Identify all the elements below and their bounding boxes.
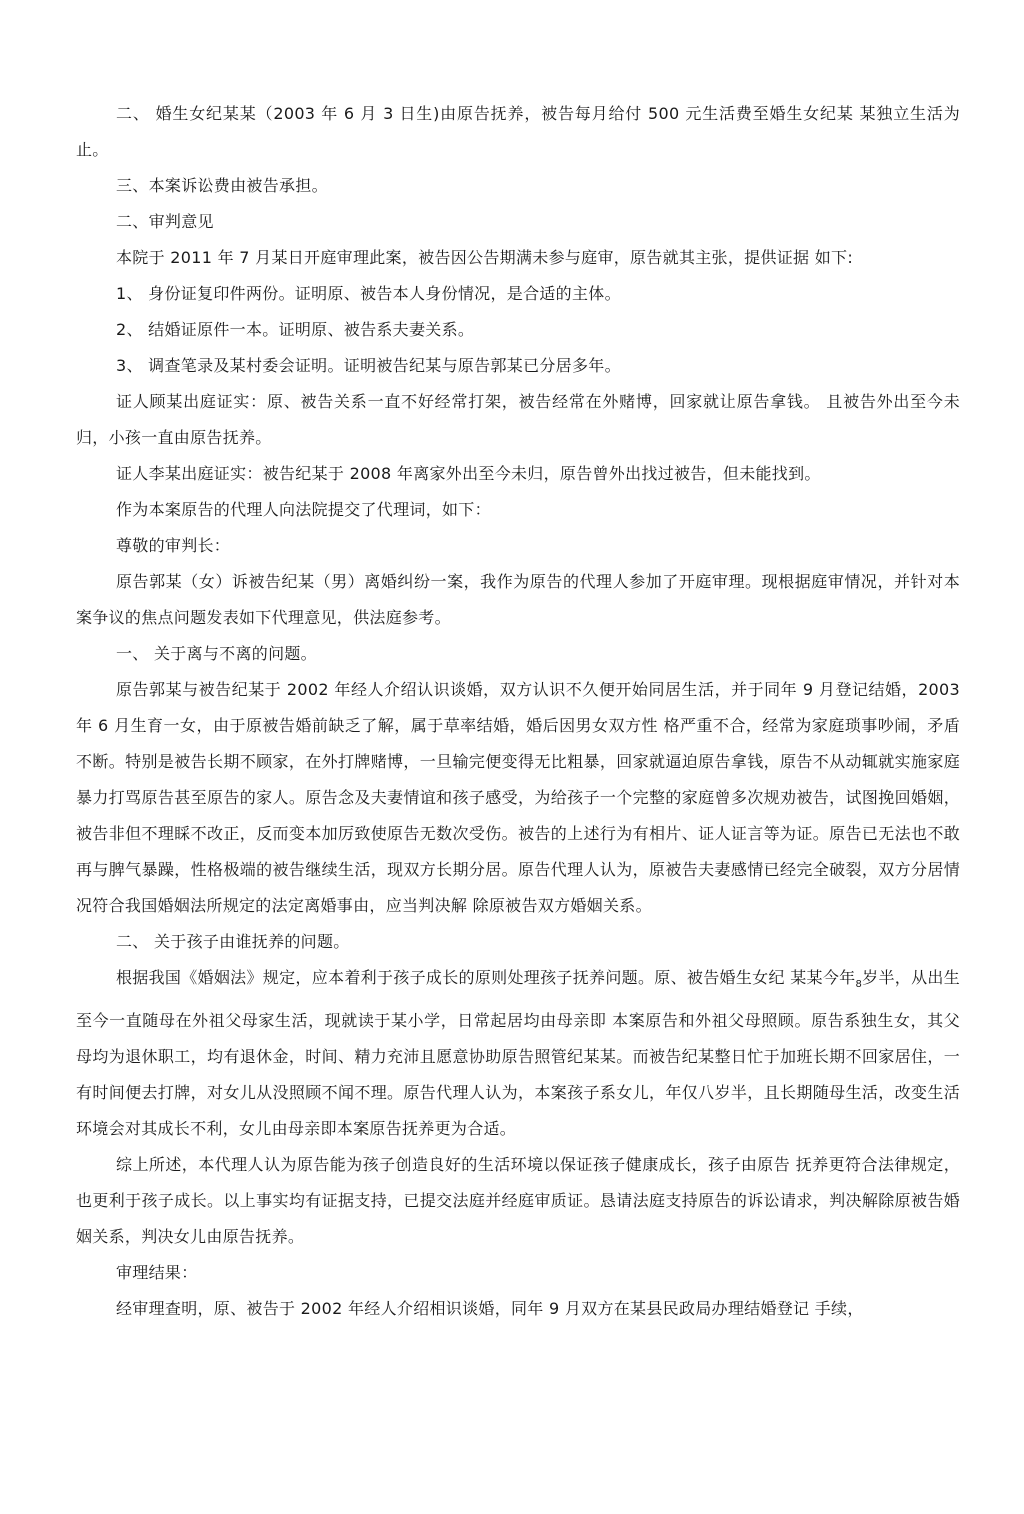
age-number: 8 — [855, 979, 863, 991]
paragraph-divorce-argument: 原告郭某与被告纪某于 2002 年经人介绍认识谈婚，双方认识不久便开始同居生活，并于同年 9 月登记结婚，2003 年 6 月生育一女，由于原被告婚前缺乏了解，属于草率结婚，婚后因男女双方性 格严重不合，经常为家庭琐事吵闹，矛盾不断。特别是被告长期不顾家，在外打牌赌博，一旦输完便变得无比粗暴，回家就逼迫原告拿钱，原告不从动辄就实施家庭暴力打骂原告甚至原告的家人。原告念及夫妻情谊和孩子感受，为给孩子一个完整的家庭曾多次规劝被告，试图挽回婚姻，被告非但不理睬不改正，反而变本加厉致使原告无数次受伤。被告的上述行为有相片、证人证言等为证。原告已无法也不敢再与脾气暴躁，性格极端的被告继续生活，现双方长期分居。原告代理人认为，原被告夫妻感情已经完全破裂，双方分居情况符合我国婚姻法所规定的法定离婚事由，应当判决解 除原被告双方婚姻关系。 — [76, 680, 960, 915]
section-heading-divorce: 一、 关于离与不离的问题。 — [116, 644, 317, 663]
evidence-item-1: 1、 身份证复印件两份。证明原、被告本人身份情况，是合适的主体。 — [116, 284, 621, 303]
section-heading-trial-opinion: 二、审判意见 — [116, 212, 214, 231]
custody-text-part-2: 岁半，从出生至今一直随母在外祖父母家生活，现就读于某小学，日常起居均由母亲即 本案原告和外祖父母照顾。原告系独生女，其父母均为退休职工，均有退休金，时间、精力充沛且愿意协助原告照管纪某某。而被告纪某整日忙于加班长期不回家居住，一有时间便去打牌，对女儿从没照顾不闻不理。原告代理人认为，本案孩子系女儿，年仅八岁半，且长期随母生活，改变生活环境会对其成长不利，女儿由母亲即本案原告抚养更为合适。 — [76, 968, 960, 1139]
paragraph-judgment-item-3: 三、本案诉讼费由被告承担。 — [116, 176, 328, 195]
section-heading-result: 审理结果： — [116, 1263, 198, 1283]
document-page — [76, 96, 960, 1327]
paragraph-conclusion: 综上所述，本代理人认为原告能为孩子创造良好的生活环境以保证孩子健康成长，孩子由原告 抚养更符合法律规定，也更利于孩子成长。以上事实均有证据支持，已提交法庭并经庭审质证。恳请法庭支持原告的诉讼请求，判决解除原被告婚姻关系，判决女儿由原告抚养。 — [76, 1155, 960, 1247]
paragraph-witness-gu: 证人顾某出庭证实：原、被告关系一直不好经常打架，被告经常在外赌博，回家就让原告拿钱。 且被告外出至今未归，小孩一直由原告抚养。 — [76, 392, 960, 447]
paragraph-result: 经审理查明，原、被告于 2002 年经人介绍相识谈婚，同年 9 月双方在某县民政局办理结婚登记 手续， — [116, 1299, 864, 1319]
paragraph-custody-argument — [76, 960, 960, 1147]
paragraph-agent-statement: 作为本案原告的代理人向法院提交了代理词，如下： — [116, 500, 491, 519]
salutation: 尊敬的审判长： — [116, 536, 231, 555]
custody-text-part-1: 根据我国《婚姻法》规定，应本着利于孩子成长的原则处理孩子抚养问题。原、被告婚生女纪 某某今年 — [116, 968, 856, 987]
paragraph-agent-intro: 原告郭某（女）诉被告纪某（男）离婚纠纷一案，我作为原告的代理人参加了开庭审理。现根据庭审情况，并针对本案争议的焦点问题发表如下代理意见，供法庭参考。 — [76, 572, 960, 627]
section-heading-custody: 二、 关于孩子由谁抚养的问题。 — [116, 932, 350, 951]
paragraph-judgment-item-2: 二、 婚生女纪某某（2003 年 6 月 3 日生)由原告抚养，被告每月给付 500 元生活费至婚生女纪某 某独立生活为止。 — [76, 104, 960, 159]
paragraph-witness-li: 证人李某出庭证实：被告纪某于 2008 年离家外出至今未归，原告曾外出找过被告，但未能找到。 — [116, 464, 821, 483]
evidence-item-2: 2、 结婚证原件一本。证明原、被告系夫妻关系。 — [116, 320, 475, 339]
evidence-item-3: 3、 调查笔录及某村委会证明。证明被告纪某与原告郭某已分居多年。 — [116, 356, 621, 375]
paragraph-trial-intro: 本院于 2011 年 7 月某日开庭审理此案，被告因公告期满未参与庭审，原告就其主张，提供证据 如下: — [116, 248, 854, 267]
